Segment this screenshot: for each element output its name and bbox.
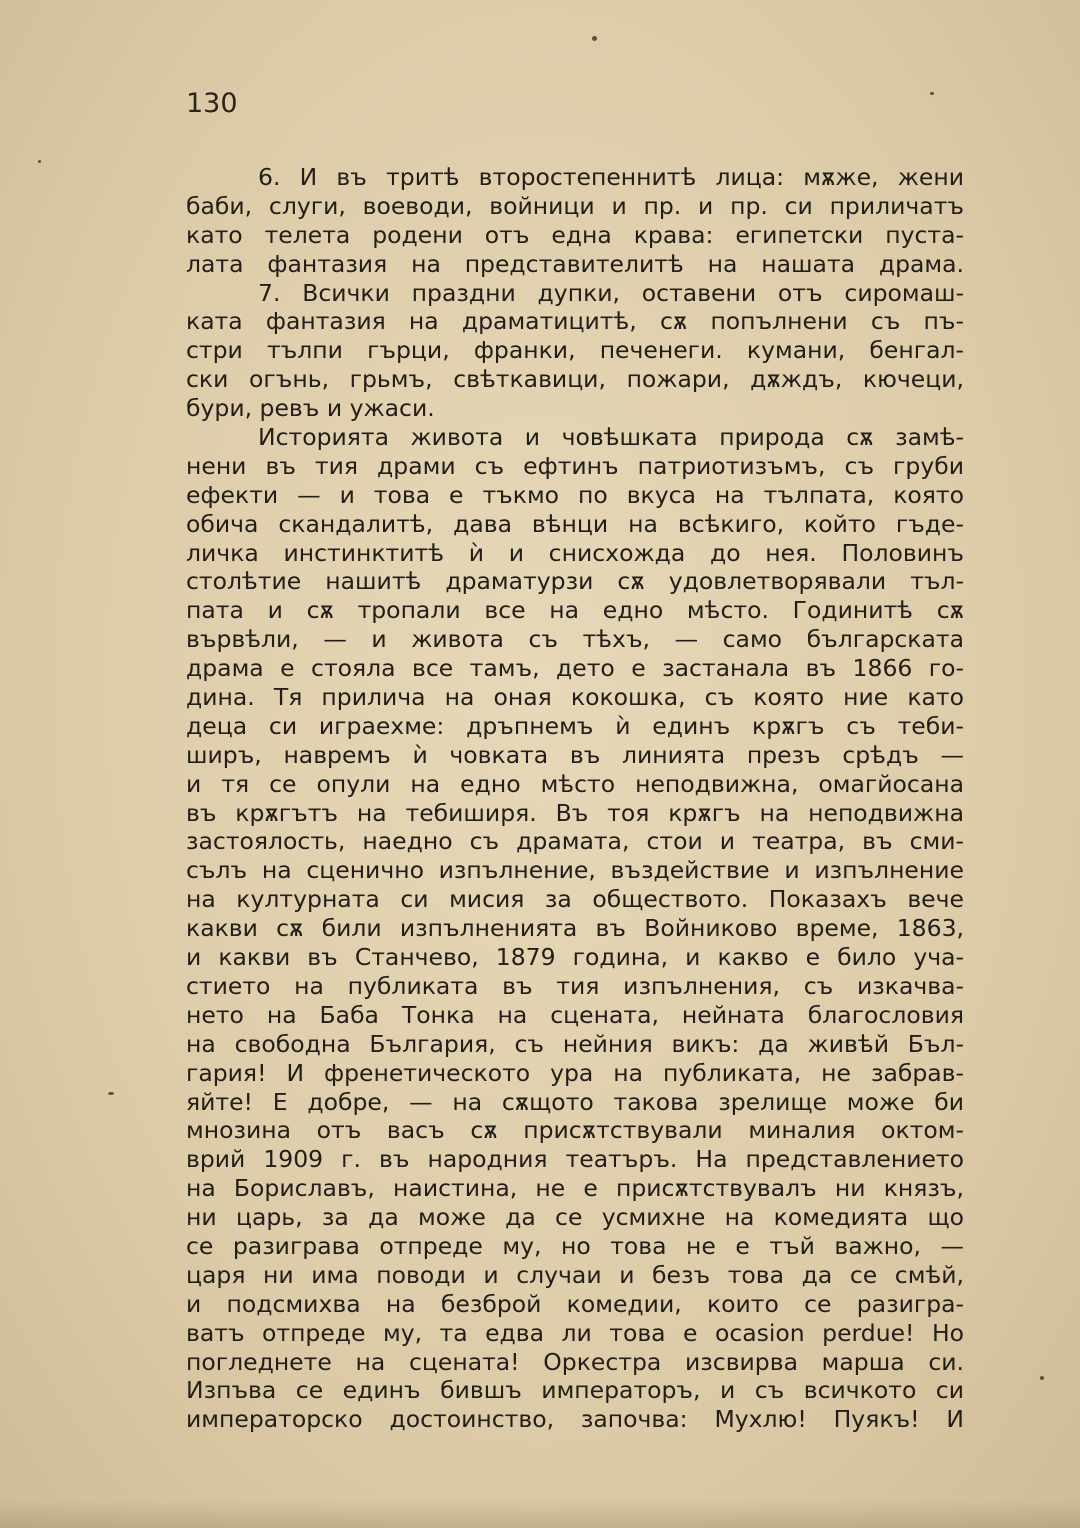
text-line: застоялость, наедно съ драмата, стои и театра, въ сми- [186, 827, 964, 856]
paper-speck [108, 1092, 114, 1095]
text-line: ефекти — и това е тъкмо по вкуса на тълпата, която [186, 480, 964, 509]
text-line: стри тълпи гърци, франки, печенеги. кумани, бенгал- [186, 336, 964, 365]
text-line: деца си играехме: дръпнемъ ѝ единъ крѫгъ съ теби- [186, 711, 964, 740]
text-line: погледнете на сцената! Оркестра изсвирва марша си. [186, 1347, 964, 1376]
text-line: ширъ, навремъ ѝ човката въ линията презъ срѣдъ — [186, 740, 964, 769]
paper-speck [38, 160, 41, 163]
text-line: като телета родени отъ една крава: египетски пуста- [186, 220, 964, 249]
paper-speck [592, 36, 597, 41]
text-line: гария! И френетическото ура на публиката, не забрав- [186, 1058, 964, 1087]
text-line: драма е стояла все тамъ, дето е застанала въ 1866 го- [186, 654, 964, 683]
text-line: личка инстинктитѣ ѝ и снисхожда до нея. Половинъ [186, 538, 964, 567]
text-line: царя ни има поводи и случаи и безъ това да се смѣй, [186, 1260, 964, 1289]
text-line: 7. Всички праздни дупки, оставени отъ сиромаш- [258, 278, 964, 307]
text-line: столѣтие нашитѣ драматурзи сѫ удовлетворявали тъл- [186, 567, 964, 596]
text-line: Изпъва се единъ бившъ императоръ, и съ всичкото си [186, 1376, 964, 1405]
text-line: лата фантазия на представителитѣ на нашата драма. [186, 249, 964, 278]
paper-speck [1040, 1376, 1044, 1380]
text-line: 6. И въ тритѣ второстепеннитѣ лица: мѫже, жени [258, 163, 964, 191]
text-line: сълъ на сценично изпълнение, въздействие и изпълнение [186, 856, 964, 885]
text-line: дина. Тя прилича на оная кокошка, съ която ние като [186, 683, 964, 712]
text-line: врий 1909 г. въ народния театъръ. На представлението [186, 1145, 964, 1174]
text-line: ни царь, за да може да се усмихне на комедията що [186, 1203, 964, 1232]
text-line: пата и сѫ тропали все на едно мѣсто. Годинитѣ сѫ [186, 596, 964, 625]
text-line: ката фантазия на драматицитѣ, сѫ попълнени съ пъ- [186, 307, 964, 336]
body-text [186, 163, 964, 1434]
text-line: нени въ тия драми съ ефтинъ патриотизъмъ, съ груби [186, 451, 964, 480]
text-line: на Бориславъ, наистина, не е присѫтствувалъ ни князъ, [186, 1174, 964, 1203]
text-line: баби, слуги, воеводи, войници и пр. и пр. си приличатъ [186, 191, 964, 220]
text-line: нето на Баба Тонка на сцената, нейната благословия [186, 1000, 964, 1029]
text-line: на свободна България, съ нейния викъ: да живѣй Бъл- [186, 1029, 964, 1058]
text-line: и подсмихва на безброй комедии, които се разигра- [186, 1289, 964, 1318]
text-line: бури, ревъ и ужаси. [186, 394, 435, 423]
text-line: ватъ отпреде му, та едва ли това е ocasion perdue! Но [186, 1318, 964, 1347]
text-line: Историята живота и човѣшката природа сѫ замѣ- [258, 423, 964, 452]
text-line: вървѣли, — и живота съ тѣхъ, — само българската [186, 625, 964, 654]
text-line: какви сѫ били изпълненията въ Войниково време, 1863, [186, 914, 964, 943]
text-line: на културната си мисия за обществото. Показахъ вече [186, 885, 964, 914]
text-line: мнозина отъ васъ сѫ присѫтствували миналия октом- [186, 1116, 964, 1145]
text-line: ски огънь, грьмъ, свѣткавици, пожари, дѫждъ, кючеци, [186, 365, 964, 394]
text-line: обича скандалитѣ, дава вѣнци на всѣкиго, който гъде- [186, 509, 964, 538]
text-line: и тя се опули на едно мѣсто неподвижна, омагйосана [186, 769, 964, 798]
text-line: въ крѫгътъ на тебиширя. Въ тоя крѫгъ на неподвижна [186, 798, 964, 827]
text-line: стието на публиката въ тия изпълнения, съ изкачва- [186, 971, 964, 1000]
page-number: 130 [186, 88, 238, 119]
text-line: яйте! Е добре, — на сѫщото такова зрелище може би [186, 1087, 964, 1116]
paper-speck [930, 92, 934, 95]
text-line: императорско достоинство, започва: Мухлю! Пуякъ! И [186, 1405, 964, 1434]
text-line: се разиграва отпреде му, но това не е тъй важно, — [186, 1231, 964, 1260]
text-line: и какви въ Станчево, 1879 година, и какво е било уча- [186, 943, 964, 972]
